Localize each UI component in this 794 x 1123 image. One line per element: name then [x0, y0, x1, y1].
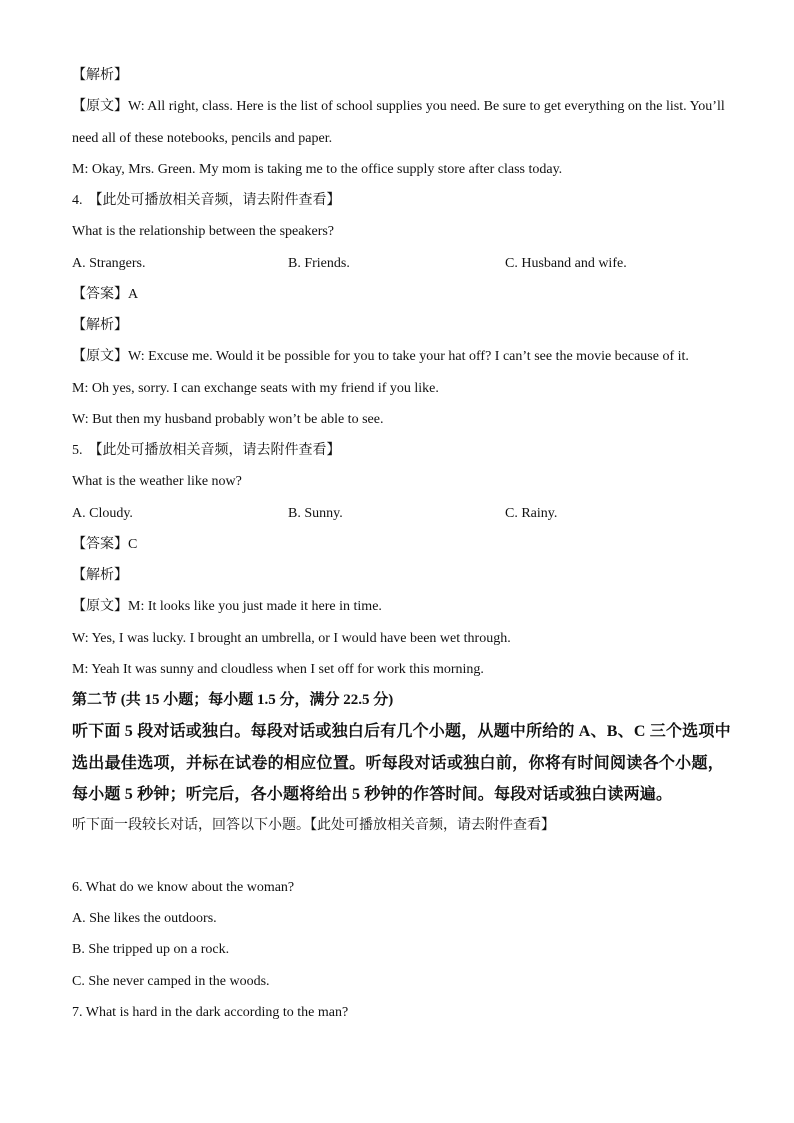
- q6-option-b: B. She tripped up on a rock.: [72, 942, 230, 958]
- q4-option-b: B. Friends.: [288, 255, 350, 271]
- section2-instruction-line-3: 每小题 5 秒钟；听完后，各小题将给出 5 秒钟的作答时间。每段对话或独白读两遍。: [72, 785, 673, 803]
- q5-answer: 【答案】C: [72, 536, 138, 552]
- q4-answer: 【答案】A: [72, 286, 139, 302]
- q4-transcript-line-1: 【原文】W: Excuse me. Would it be possible for you to take your hat off? I can’t see the movie because of it.: [72, 349, 689, 365]
- q4-number: 4.: [72, 193, 83, 208]
- q4-option-c: C. Husband and wife.: [505, 255, 627, 271]
- q5-transcript-line-1: 【原文】M: It looks like you just made it here in time.: [72, 599, 382, 615]
- q4-question: What is the relationship between the speakers?: [72, 224, 335, 240]
- q4-options: [72, 248, 732, 279]
- q6-question: 6. What do we know about the woman?: [72, 879, 295, 895]
- q4-transcript-line-3: W: But then my husband probably won’t be able to see.: [72, 411, 384, 427]
- q5-question: What is the weather like now?: [72, 474, 242, 490]
- q5-number: 5.: [72, 443, 83, 458]
- q3-transcript-line-1: 【原文】W: All right, class. Here is the list of school supplies you need. Be sure to get everything on the list. You’ll: [72, 99, 725, 115]
- q5-header: [72, 435, 732, 466]
- q3-transcript-line-3: M: Okay, Mrs. Green. My mom is taking me to the office supply store after class today.: [72, 161, 563, 177]
- q5-transcript-line-2: W: Yes, I was lucky. I brought an umbrella, or I would have been wet through.: [72, 630, 511, 646]
- q3-transcript-line-2: need all of these notebooks, pencils and paper.: [72, 130, 333, 146]
- q4-transcript-line-2: M: Oh yes, sorry. I can exchange seats with my friend if you like.: [72, 380, 439, 396]
- q5-option-c: C. Rainy.: [505, 505, 558, 521]
- q5-option-a: A. Cloudy.: [72, 505, 133, 521]
- q5-analysis-label: 【解析】: [72, 568, 128, 583]
- section2-listen-prompt: 听下面一段较长对话，回答以下小题。【此处可播放相关音频，请去附件查看】: [72, 818, 555, 833]
- q4-analysis-label: 【解析】: [72, 318, 128, 333]
- exam-page: [72, 60, 732, 1028]
- q4-audio-note: 【此处可播放相关音频，请去附件查看】: [88, 193, 341, 208]
- q3-analysis-label: 【解析】: [72, 68, 128, 83]
- blank-line: [72, 841, 732, 872]
- section2-instruction-line-2: 选出最佳选项，并标在试卷的相应位置。听每段对话或独白前，你将有时间阅读各个小题，: [72, 754, 724, 772]
- q5-options: [72, 498, 732, 529]
- q4-option-a: A. Strangers.: [72, 255, 146, 271]
- q6-option-c: C. She never camped in the woods.: [72, 973, 270, 989]
- q6-option-a: A. She likes the outdoors.: [72, 911, 217, 926]
- q5-audio-note: 【此处可播放相关音频，请去附件查看】: [88, 443, 341, 458]
- q7-question: 7. What is hard in the dark according to the man?: [72, 1004, 349, 1020]
- q4-header: [72, 185, 732, 216]
- q5-option-b: B. Sunny.: [288, 505, 343, 521]
- section2-heading: 第二节 (共 15 小题；每小题 1.5 分，满分 22.5 分): [72, 692, 394, 708]
- q5-transcript-line-3: M: Yeah It was sunny and cloudless when I set off for work this morning.: [72, 661, 484, 677]
- section2-instruction-line-1: 听下面 5 段对话或独白。每段对话或独白后有几个小题，从题中所给的 A、B、C 三个选项中: [72, 723, 731, 741]
